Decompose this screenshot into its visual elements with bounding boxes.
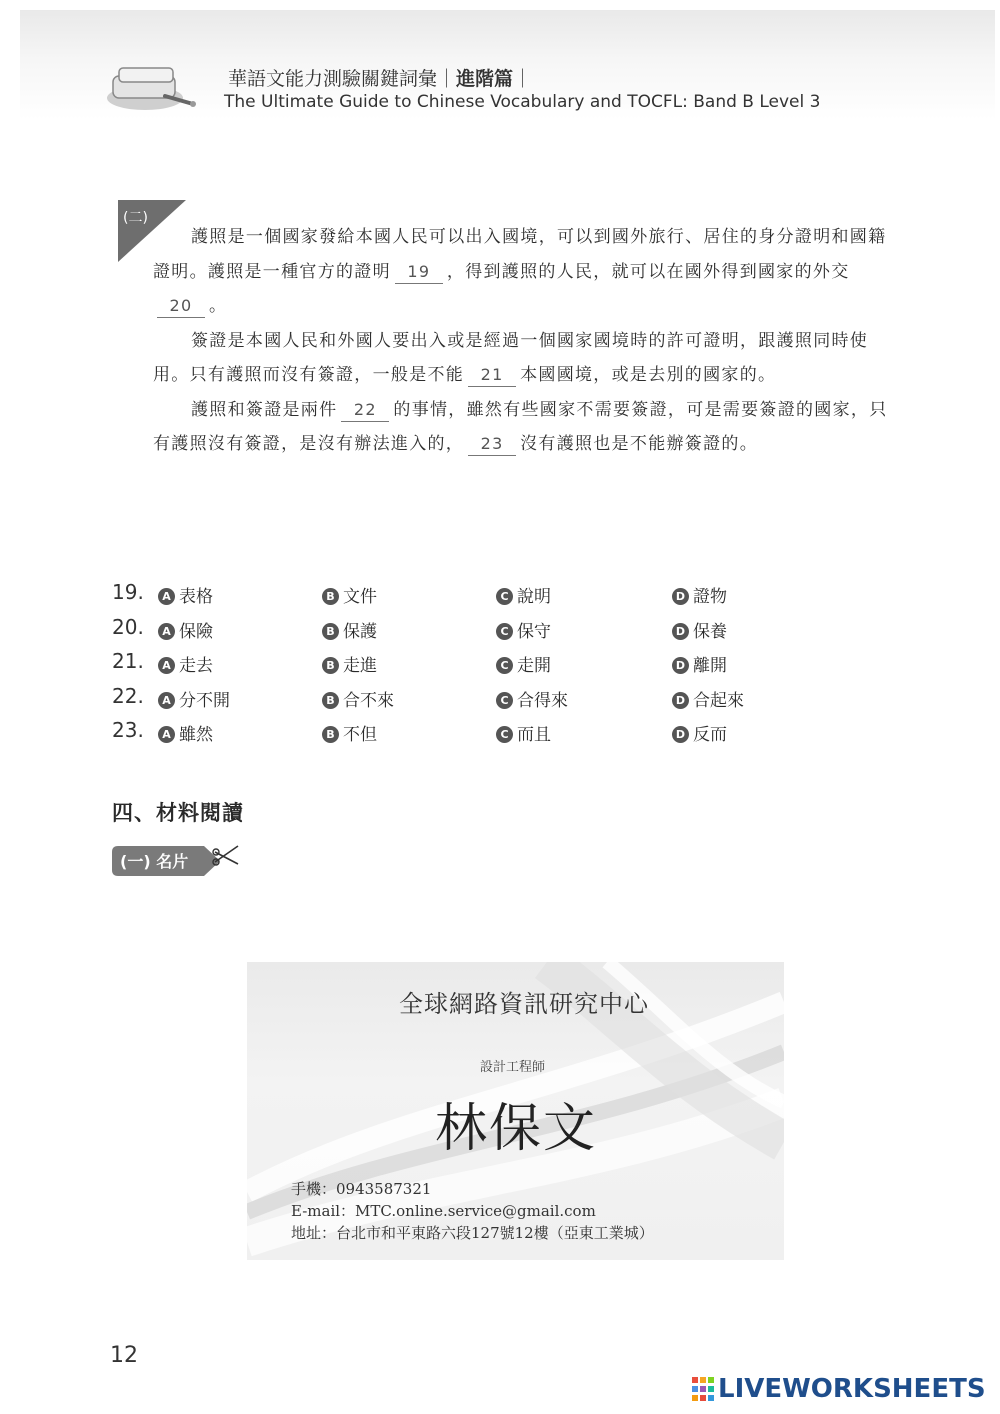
option-text: 合得來 [517,690,568,711]
question-number: 19. [112,580,144,604]
passage-text: 護照和簽證是兩件 [191,399,338,420]
option-23-d[interactable] [672,720,727,745]
option-21-c[interactable] [496,651,551,676]
section-heading: 四、材料閱讀 [112,801,244,825]
option-20-b[interactable] [322,617,377,642]
option-text: 保守 [517,621,551,642]
blank-20[interactable]: 20 [157,295,205,318]
question-number: 22. [112,683,144,708]
option-text: 保險 [179,621,213,642]
option-21-b[interactable] [322,651,377,676]
question-row-23 [112,716,912,751]
question-number: 21. [112,649,144,673]
card-job-title: 設計工程師 [480,1060,546,1075]
option-letter-b-icon: B [322,623,339,640]
card-address: 地址：台北市和平東路六段127號12樓（亞東工業城） [291,1224,654,1242]
option-22-d[interactable] [672,686,744,711]
option-letter-d-icon: D [672,726,689,743]
passage-paragraph-1 [153,220,888,324]
option-20-c[interactable] [496,617,551,642]
question-number: 20. [112,614,144,639]
book-icon [105,58,200,113]
option-20-a[interactable] [158,617,213,642]
watermark-text: LIVEWORKSHEETS [718,1374,986,1404]
option-text: 合不來 [343,690,394,711]
question-number: 23. [112,718,144,742]
passage-paragraph-3 [153,393,888,462]
option-20-d[interactable] [672,617,727,642]
business-card [247,962,784,1260]
option-text: 分不開 [179,690,230,711]
page-number: 12 [110,1343,138,1368]
liveworksheets-logo-icon [692,1377,714,1401]
header-title-prefix: 華語文能力測驗關鍵詞彙｜ [228,68,457,90]
subsection-label: (一) 名片 [120,852,189,871]
option-19-c[interactable] [496,582,551,607]
option-text: 保養 [693,621,727,642]
option-text: 走進 [343,656,377,676]
option-23-b[interactable] [322,720,377,745]
header-title-strong: 進階篇 [456,68,514,90]
option-letter-b-icon: B [322,692,339,709]
option-text: 證物 [693,587,727,607]
option-letter-c-icon: C [496,588,513,605]
blank-21[interactable]: 21 [468,364,516,387]
card-person-name: 林保文 [435,1099,598,1159]
option-letter-b-icon: B [322,657,339,674]
option-text: 不但 [343,725,377,745]
option-21-d[interactable] [672,651,727,676]
question-list [112,578,912,751]
option-text: 保護 [343,621,377,642]
option-letter-d-icon: D [672,657,689,674]
option-23-a[interactable] [158,720,213,745]
card-email: E-mail：MTC.online.service@gmail.com [291,1202,596,1220]
question-row-21 [112,647,912,682]
blank-19[interactable]: 19 [395,261,443,284]
option-19-d[interactable] [672,582,727,607]
passage-text: 的事情，雖然有些國家不需要簽證，可是需要簽證的國家，只有護照沒有簽證，是沒有辦法進入的， [153,399,888,454]
question-row-19 [112,578,912,613]
reading-passage [153,220,888,462]
card-organization: 全球網路資訊研究中心 [399,990,649,1018]
option-letter-d-icon: D [672,588,689,605]
option-letter-a-icon: A [158,657,175,674]
option-letter-a-icon: A [158,623,175,640]
option-letter-d-icon: D [672,692,689,709]
option-letter-c-icon: C [496,657,513,674]
option-text: 而且 [517,725,551,745]
option-letter-a-icon: A [158,692,175,709]
option-21-a[interactable] [158,651,213,676]
option-text: 雖然 [179,725,213,745]
option-letter-a-icon: A [158,588,175,605]
option-23-c[interactable] [496,720,551,745]
option-text: 表格 [179,587,213,607]
passage-text: 本國國境，或是去別的國家的。 [520,365,777,385]
passage-text: 簽證是本國人民和外國人要出入或是經過一個國家國境時的許可證明，跟護照同時使用。只有護照而沒有簽證，一般是不能 [153,330,869,385]
option-19-b[interactable] [322,582,377,607]
option-22-a[interactable] [158,686,230,711]
question-row-22 [112,682,912,717]
option-text: 合起來 [693,690,744,711]
passage-paragraph-2 [153,324,888,393]
subsection-tag [112,846,220,880]
scissors-icon [212,842,242,868]
option-22-c[interactable] [496,686,568,711]
option-letter-c-icon: C [496,692,513,709]
option-letter-a-icon: A [158,726,175,743]
passage-text: 。 [209,296,228,316]
header-title [228,64,532,91]
option-text: 反而 [693,725,727,745]
option-19-a[interactable] [158,582,213,607]
option-letter-b-icon: B [322,588,339,605]
blank-23[interactable]: 23 [468,433,516,456]
option-letter-d-icon: D [672,623,689,640]
blank-22[interactable]: 22 [341,399,389,422]
option-text: 說明 [517,587,551,607]
option-letter-c-icon: C [496,623,513,640]
option-text: 走去 [179,656,213,676]
header-subtitle: The Ultimate Guide to Chinese Vocabulary and TOCFL: Band B Level 3 [224,92,821,112]
question-row-20 [112,613,912,648]
option-text: 離開 [693,656,727,676]
header-title-suffix: ｜ [513,68,533,90]
passage-text: 沒有護照也是不能辦簽證的。 [520,434,759,454]
passage-text: 護照是一個國家發給本國人民可以出入國境，可以到國外旅行、居住的身分證明和國籍證明。護照是一種官方的證明 [153,227,887,282]
option-letter-c-icon: C [496,726,513,743]
option-22-b[interactable] [322,686,394,711]
section-tag-label: (二) [123,210,148,226]
card-contact-info [291,1178,654,1244]
passage-text: ，得到護照的人民，就可以在國外得到國家的外交 [446,261,850,282]
card-phone: 手機：0943587321 [291,1180,432,1198]
option-text: 走開 [517,656,551,676]
option-letter-b-icon: B [322,726,339,743]
option-text: 文件 [343,587,377,607]
